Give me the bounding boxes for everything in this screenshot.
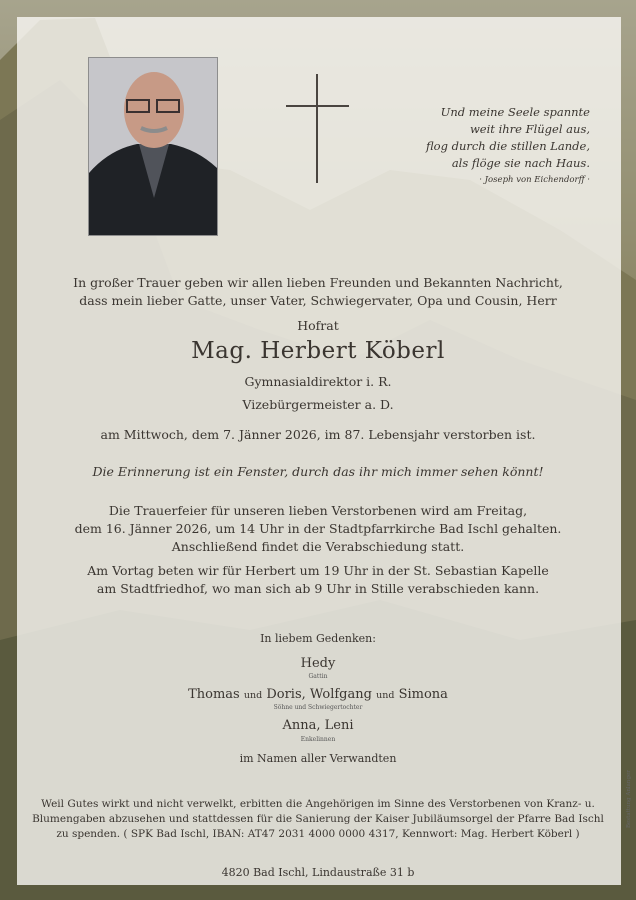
donation-line-3: zu spenden. ( SPK Bad Ischl, IBAN: AT47 2031 4000 0000 4317, Kennwort: Mag. Herbert Köberl ) [56, 828, 580, 840]
poem-line: als flöge sie nach Haus. [451, 156, 590, 170]
wife-name: Hedy [300, 656, 336, 671]
und-word: und [243, 690, 263, 701]
child-2: Wolfgang [309, 687, 372, 702]
funeral-line-3: Anschließend findet die Verabschiedung statt. [171, 539, 465, 554]
child-1: Thomas [188, 687, 240, 702]
funeral-line-2: dem 16. Jänner 2026, um 14 Uhr in der Stadtpfarrkirche Bad Ischl gehalten. [74, 521, 562, 536]
relatives: im Namen aller Verwandten [239, 752, 397, 765]
address: 4820 Bad Ischl, Lindaustraße 31 b [221, 866, 415, 879]
spouse-1: Doris, [266, 687, 306, 702]
prayer-line-2: am Stadtfriedhof, wo man sich ab 9 Uhr in Stille verabschieden kann. [96, 581, 540, 596]
donation-line-1: Weil Gutes wirkt und nicht verwelkt, erbitten die Angehörigen im Sinne des Verstorbenen von Kranz- u. [41, 798, 595, 810]
donation-line-2: Blumengaben abzusehen und stattdessen für die Sanierung der Kaiser Jubiläumsorgel der Pfarre Bad Ischl [32, 813, 604, 825]
poem-author: · Joseph von Eichendorff · [479, 175, 590, 185]
grandchildren-names: Anna, Leni [282, 718, 354, 733]
cross-icon-bar [286, 105, 349, 107]
mourners-heading: In liebem Gedenken: [260, 632, 376, 645]
prayer-line-1: Am Vortag beten wir für Herbert um 19 Uhr in der St. Sebastian Kapelle [87, 563, 549, 578]
deceased-title-2: Vizebürgermeister a. D. [242, 397, 394, 412]
poem [380, 104, 590, 189]
side-note: Bestattung Anlanger [626, 770, 632, 828]
spouse-2: Simona [398, 687, 448, 702]
poem-line: flog durch die stillen Lande, [425, 139, 590, 153]
deceased-title-1: Gymnasialdirektor i. R. [244, 374, 392, 389]
children-names [0, 687, 636, 702]
intro-line-1: In großer Trauer geben wir allen lieben Freunden und Bekannten Nachricht, [73, 275, 563, 290]
grandchildren-role: Enkelinnen [300, 736, 336, 743]
cross-icon [316, 74, 318, 183]
death-notice: am Mittwoch, dem 7. Jänner 2026, im 87. Lebensjahr verstorben ist. [100, 427, 536, 442]
poem-line: weit ihre Flügel aus, [469, 122, 590, 136]
funeral-line-1: Die Trauerfeier für unseren lieben Verstorbenen wird am Freitag, [108, 503, 528, 518]
wife-role: Gattin [308, 673, 328, 680]
children-role: Söhne und Schwiegertochter [273, 704, 363, 711]
honorific: Hofrat [297, 318, 339, 333]
portrait-photo [88, 57, 218, 236]
quote: Die Erinnerung ist ein Fenster, durch das ihr mich immer sehen könnt! [92, 464, 544, 479]
intro-line-2: dass mein lieber Gatte, unser Vater, Schwiegervater, Opa und Cousin, Herr [79, 293, 557, 308]
und-word: und [376, 690, 395, 701]
deceased-name: Mag. Herbert Köberl [191, 338, 445, 364]
poem-line: Und meine Seele spannte [440, 105, 590, 119]
